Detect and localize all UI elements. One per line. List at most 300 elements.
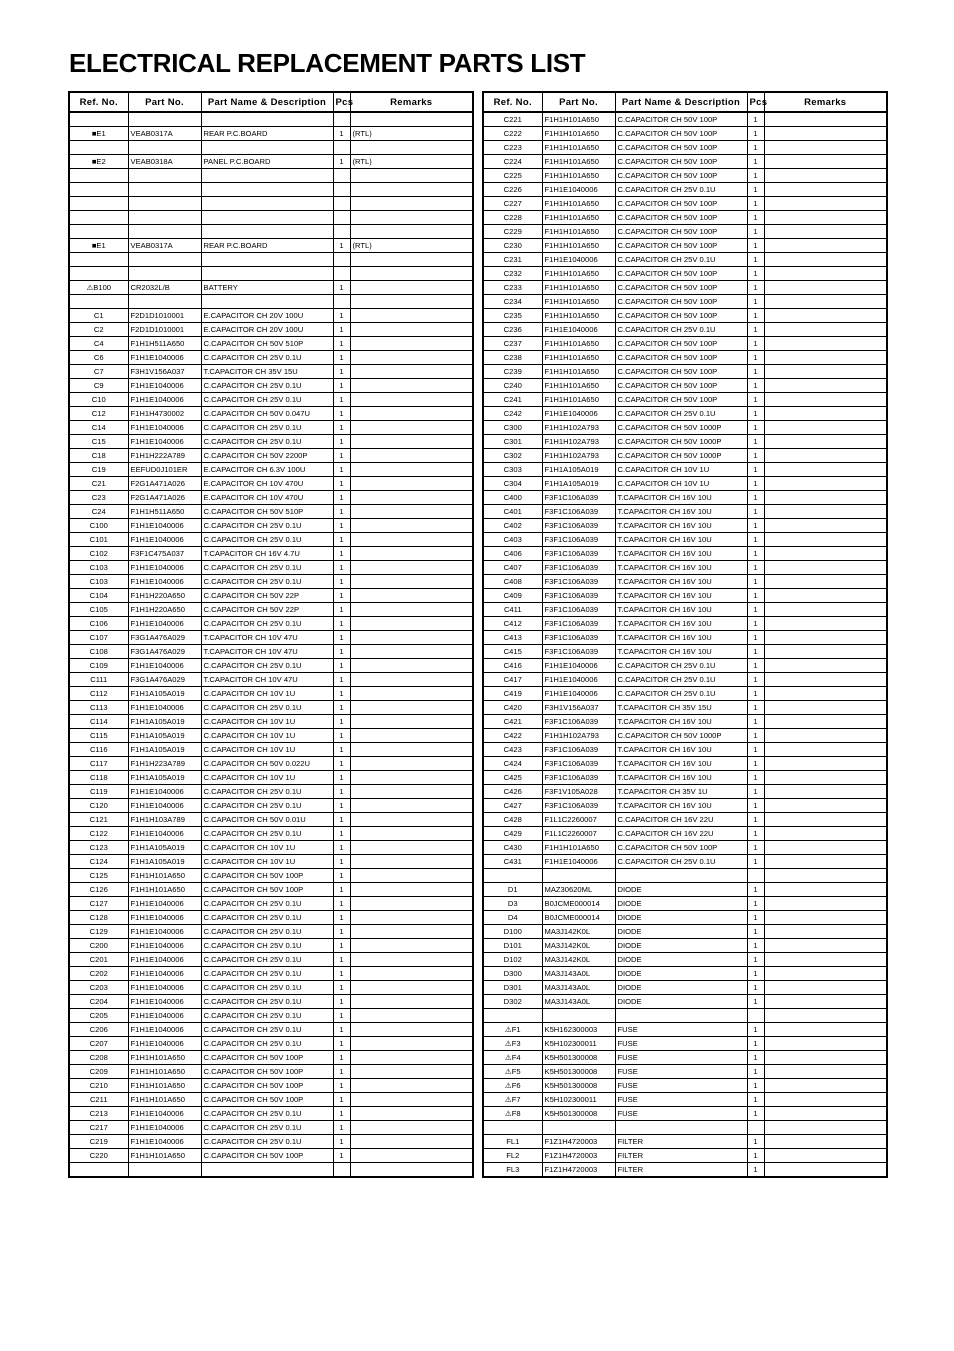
description-cell: FUSE xyxy=(615,1065,747,1079)
description-cell: C.CAPACITOR CH 50V 510P xyxy=(201,337,333,351)
description-cell: FILTER xyxy=(615,1135,747,1149)
pcs-cell: 1 xyxy=(747,939,764,953)
part-no-cell: F3G1A476A029 xyxy=(128,645,201,659)
table-row xyxy=(69,253,473,267)
ref-no-cell: C103 xyxy=(69,575,128,589)
pcs-cell: 1 xyxy=(747,197,764,211)
description-cell: T.CAPACITOR CH 16V 10U xyxy=(615,771,747,785)
remarks-cell xyxy=(764,491,887,505)
column-header-remarks: Remarks xyxy=(350,92,473,112)
pcs-cell: 1 xyxy=(747,491,764,505)
table-row xyxy=(483,309,887,323)
description-cell: T.CAPACITOR CH 16V 10U xyxy=(615,505,747,519)
ref-no-cell: ⚠F5 xyxy=(483,1065,542,1079)
ref-no-cell: C124 xyxy=(69,855,128,869)
table-row xyxy=(483,323,887,337)
table-row xyxy=(483,295,887,309)
part-no-cell: F1H1E1040006 xyxy=(542,855,615,869)
pcs-cell: 1 xyxy=(747,1037,764,1051)
ref-no-cell: C424 xyxy=(483,757,542,771)
remarks-cell xyxy=(350,141,473,155)
part-no-cell: F3F1C106A039 xyxy=(542,771,615,785)
ref-no-cell: C6 xyxy=(69,351,128,365)
part-no-cell: F2D1D1010001 xyxy=(128,309,201,323)
pcs-cell: 1 xyxy=(333,491,350,505)
ref-no-cell: C107 xyxy=(69,631,128,645)
description-cell: C.CAPACITOR CH 50V 22P xyxy=(201,603,333,617)
remarks-cell xyxy=(350,827,473,841)
ref-no-cell: C123 xyxy=(69,841,128,855)
table-row xyxy=(69,1121,473,1135)
part-no-cell: F1H1H101A650 xyxy=(542,337,615,351)
ref-no-cell: C121 xyxy=(69,813,128,827)
pcs-cell xyxy=(333,169,350,183)
remarks-cell xyxy=(764,981,887,995)
table-row xyxy=(483,757,887,771)
table-row xyxy=(483,855,887,869)
ref-no-cell: C412 xyxy=(483,617,542,631)
table-row xyxy=(483,421,887,435)
remarks-cell xyxy=(350,1107,473,1121)
table-row xyxy=(69,323,473,337)
pcs-cell xyxy=(747,1121,764,1135)
ref-no-cell: C235 xyxy=(483,309,542,323)
part-no-cell xyxy=(128,225,201,239)
pcs-cell: 1 xyxy=(333,645,350,659)
description-cell: C.CAPACITOR CH 16V 22U xyxy=(615,827,747,841)
remarks-cell xyxy=(350,309,473,323)
description-cell: T.CAPACITOR CH 16V 10U xyxy=(615,533,747,547)
remarks-cell: (RTL) xyxy=(350,239,473,253)
pcs-cell: 1 xyxy=(333,1037,350,1051)
column-header-remarks: Remarks xyxy=(764,92,887,112)
part-no-cell: F1H1H101A650 xyxy=(542,239,615,253)
ref-no-cell: C233 xyxy=(483,281,542,295)
pcs-cell: 1 xyxy=(747,575,764,589)
description-cell: DIODE xyxy=(615,911,747,925)
pcs-cell xyxy=(333,295,350,309)
pcs-cell: 1 xyxy=(333,477,350,491)
table-row xyxy=(69,309,473,323)
part-no-cell: F1H1H101A650 xyxy=(542,211,615,225)
pcs-cell: 1 xyxy=(747,155,764,169)
pcs-cell: 1 xyxy=(747,953,764,967)
part-no-cell: F3F1C106A039 xyxy=(542,603,615,617)
pcs-cell: 1 xyxy=(333,281,350,295)
ref-no-cell: C101 xyxy=(69,533,128,547)
remarks-cell xyxy=(764,771,887,785)
part-no-cell: F1H1H101A650 xyxy=(128,1093,201,1107)
part-no-cell: F1H1A105A019 xyxy=(128,771,201,785)
table-row xyxy=(483,799,887,813)
table-row xyxy=(483,659,887,673)
description-cell: E.CAPACITOR CH 20V 100U xyxy=(201,309,333,323)
part-no-cell: F1H1H4730002 xyxy=(128,407,201,421)
part-no-cell: F3F1C106A039 xyxy=(542,505,615,519)
remarks-cell xyxy=(350,855,473,869)
remarks-cell xyxy=(764,281,887,295)
part-no-cell: F1H1H220A650 xyxy=(128,603,201,617)
ref-no-cell: C116 xyxy=(69,743,128,757)
part-no-cell: F3F1C106A039 xyxy=(542,575,615,589)
description-cell: T.CAPACITOR CH 10V 47U xyxy=(201,631,333,645)
part-no-cell: MA3J143A0L xyxy=(542,981,615,995)
pcs-cell: 1 xyxy=(333,827,350,841)
remarks-cell xyxy=(350,1065,473,1079)
description-cell xyxy=(201,1163,333,1178)
pcs-cell: 1 xyxy=(333,127,350,141)
part-no-cell: F3F1C106A039 xyxy=(542,799,615,813)
part-no-cell: F1H1E1040006 xyxy=(128,393,201,407)
part-no-cell: EEFUD0J101ER xyxy=(128,463,201,477)
part-no-cell: K5H162300003 xyxy=(542,1023,615,1037)
table-row xyxy=(483,393,887,407)
description-cell: C.CAPACITOR CH 50V 100P xyxy=(615,379,747,393)
remarks-cell xyxy=(764,365,887,379)
table-row xyxy=(483,365,887,379)
ref-no-cell: C15 xyxy=(69,435,128,449)
pcs-cell: 1 xyxy=(333,1079,350,1093)
table-row xyxy=(69,813,473,827)
ref-no-cell: C420 xyxy=(483,701,542,715)
table-row xyxy=(69,463,473,477)
ref-no-cell: D300 xyxy=(483,967,542,981)
description-cell: C.CAPACITOR CH 50V 100P xyxy=(201,1079,333,1093)
table-row xyxy=(483,127,887,141)
ref-no-cell: ⚠F4 xyxy=(483,1051,542,1065)
pcs-cell: 1 xyxy=(747,855,764,869)
pcs-cell: 1 xyxy=(333,337,350,351)
part-no-cell: F1H1H222A789 xyxy=(128,449,201,463)
description-cell: C.CAPACITOR CH 10V 1U xyxy=(615,463,747,477)
part-no-cell: F1H1A105A019 xyxy=(542,463,615,477)
pcs-cell: 1 xyxy=(333,575,350,589)
remarks-cell xyxy=(764,1163,887,1178)
ref-no-cell: C206 xyxy=(69,1023,128,1037)
pcs-cell: 1 xyxy=(747,841,764,855)
table-row xyxy=(483,1009,887,1023)
description-cell: C.CAPACITOR CH 16V 22U xyxy=(615,813,747,827)
remarks-cell xyxy=(764,407,887,421)
table-row xyxy=(69,295,473,309)
table-row xyxy=(69,239,473,253)
remarks-cell xyxy=(350,757,473,771)
remarks-cell xyxy=(350,1121,473,1135)
pcs-cell: 1 xyxy=(333,925,350,939)
pcs-cell: 1 xyxy=(333,1149,350,1163)
description-cell: T.CAPACITOR CH 10V 47U xyxy=(201,673,333,687)
pcs-cell: 1 xyxy=(333,995,350,1009)
remarks-cell xyxy=(764,449,887,463)
remarks-cell xyxy=(764,211,887,225)
description-cell: C.CAPACITOR CH 10V 1U xyxy=(201,841,333,855)
description-cell: T.CAPACITOR CH 16V 10U xyxy=(615,799,747,813)
pcs-cell: 1 xyxy=(333,309,350,323)
part-no-cell: F1H1E1040006 xyxy=(128,939,201,953)
remarks-cell xyxy=(764,883,887,897)
part-no-cell: F1H1E1040006 xyxy=(128,1037,201,1051)
remarks-cell xyxy=(764,561,887,575)
description-cell: T.CAPACITOR CH 16V 10U xyxy=(615,743,747,757)
ref-no-cell: C422 xyxy=(483,729,542,743)
remarks-cell xyxy=(350,449,473,463)
ref-no-cell: C21 xyxy=(69,477,128,491)
ref-no-cell: C431 xyxy=(483,855,542,869)
table-row xyxy=(483,561,887,575)
pcs-cell: 1 xyxy=(747,911,764,925)
remarks-cell xyxy=(764,617,887,631)
description-cell xyxy=(201,169,333,183)
table-row xyxy=(483,183,887,197)
description-cell: FILTER xyxy=(615,1163,747,1178)
part-no-cell: F1H1H101A650 xyxy=(128,883,201,897)
ref-no-cell: C7 xyxy=(69,365,128,379)
table-row xyxy=(483,519,887,533)
table-row xyxy=(69,953,473,967)
ref-no-cell: C127 xyxy=(69,897,128,911)
remarks-cell xyxy=(350,112,473,127)
remarks-cell xyxy=(350,421,473,435)
pcs-cell: 1 xyxy=(747,757,764,771)
table-row xyxy=(69,855,473,869)
pcs-cell: 1 xyxy=(747,645,764,659)
description-cell: FUSE xyxy=(615,1023,747,1037)
table-row xyxy=(483,575,887,589)
remarks-cell xyxy=(350,1135,473,1149)
part-no-cell: F3H1V156A037 xyxy=(128,365,201,379)
pcs-cell: 1 xyxy=(747,547,764,561)
description-cell: C.CAPACITOR CH 25V 0.1U xyxy=(201,953,333,967)
table-row xyxy=(69,1163,473,1178)
part-no-cell: F1H1H101A650 xyxy=(542,365,615,379)
remarks-cell xyxy=(764,603,887,617)
remarks-cell xyxy=(350,1009,473,1023)
description-cell: T.CAPACITOR CH 16V 10U xyxy=(615,589,747,603)
description-cell: C.CAPACITOR CH 10V 1U xyxy=(201,687,333,701)
part-no-cell: F1H1E1040006 xyxy=(128,1135,201,1149)
description-cell: C.CAPACITOR CH 50V 100P xyxy=(615,155,747,169)
part-no-cell: F1H1E1040006 xyxy=(128,659,201,673)
ref-no-cell: C24 xyxy=(69,505,128,519)
pcs-cell: 1 xyxy=(333,953,350,967)
description-cell: C.CAPACITOR CH 25V 0.1U xyxy=(201,575,333,589)
ref-no-cell: ⚠F8 xyxy=(483,1107,542,1121)
description-cell: C.CAPACITOR CH 25V 0.1U xyxy=(201,1121,333,1135)
pcs-cell: 1 xyxy=(747,337,764,351)
ref-no-cell xyxy=(69,169,128,183)
description-cell: C.CAPACITOR CH 25V 0.1U xyxy=(201,939,333,953)
pcs-cell: 1 xyxy=(747,715,764,729)
remarks-cell xyxy=(764,995,887,1009)
table-row xyxy=(483,617,887,631)
description-cell: DIODE xyxy=(615,925,747,939)
remarks-cell xyxy=(350,225,473,239)
table-header xyxy=(69,92,473,112)
pcs-cell: 1 xyxy=(747,211,764,225)
pcs-cell: 1 xyxy=(333,771,350,785)
table-row xyxy=(69,869,473,883)
description-cell: FUSE xyxy=(615,1051,747,1065)
remarks-cell xyxy=(350,491,473,505)
description-cell: C.CAPACITOR CH 25V 0.1U xyxy=(201,1023,333,1037)
ref-no-cell: C114 xyxy=(69,715,128,729)
remarks-cell xyxy=(350,631,473,645)
description-cell xyxy=(201,197,333,211)
remarks-cell xyxy=(764,757,887,771)
table-row xyxy=(483,1037,887,1051)
part-no-cell: F1H1E1040006 xyxy=(128,897,201,911)
part-no-cell: F1H1H103A789 xyxy=(128,813,201,827)
ref-no-cell xyxy=(69,1163,128,1178)
remarks-cell xyxy=(764,841,887,855)
ref-no-cell: C111 xyxy=(69,673,128,687)
part-no-cell: F1H1H101A650 xyxy=(128,1149,201,1163)
part-no-cell: F3F1C106A039 xyxy=(542,715,615,729)
ref-no-cell: C419 xyxy=(483,687,542,701)
pcs-cell: 1 xyxy=(747,267,764,281)
pcs-cell: 1 xyxy=(747,785,764,799)
pcs-cell: 1 xyxy=(747,463,764,477)
description-cell: C.CAPACITOR CH 25V 0.1U xyxy=(615,323,747,337)
table-row xyxy=(483,1163,887,1178)
remarks-cell xyxy=(764,1093,887,1107)
part-no-cell xyxy=(128,253,201,267)
pcs-cell: 1 xyxy=(747,631,764,645)
pcs-cell: 1 xyxy=(747,1149,764,1163)
ref-no-cell: C23 xyxy=(69,491,128,505)
description-cell: DIODE xyxy=(615,897,747,911)
pcs-cell: 1 xyxy=(333,379,350,393)
part-no-cell: F1H1E1040006 xyxy=(128,1023,201,1037)
pcs-cell: 1 xyxy=(333,547,350,561)
table-row xyxy=(483,225,887,239)
remarks-cell xyxy=(350,729,473,743)
description-cell: DIODE xyxy=(615,981,747,995)
pcs-cell: 1 xyxy=(747,827,764,841)
pcs-cell: 1 xyxy=(333,589,350,603)
part-no-cell: F1H1H101A650 xyxy=(128,869,201,883)
part-no-cell: F1H1E1040006 xyxy=(128,561,201,575)
part-no-cell xyxy=(128,183,201,197)
part-no-cell: F1H1H101A650 xyxy=(542,309,615,323)
pcs-cell: 1 xyxy=(333,533,350,547)
remarks-cell xyxy=(764,169,887,183)
pcs-cell: 1 xyxy=(333,463,350,477)
pcs-cell: 1 xyxy=(333,351,350,365)
description-cell xyxy=(201,211,333,225)
description-cell: C.CAPACITOR CH 25V 0.1U xyxy=(201,897,333,911)
remarks-cell xyxy=(350,351,473,365)
remarks-cell xyxy=(764,575,887,589)
pcs-cell: 1 xyxy=(747,183,764,197)
pcs-cell: 1 xyxy=(747,393,764,407)
pcs-cell: 1 xyxy=(333,1051,350,1065)
part-no-cell: F2G1A471A026 xyxy=(128,491,201,505)
pcs-cell: 1 xyxy=(333,701,350,715)
part-no-cell: F1H1E1040006 xyxy=(128,533,201,547)
part-no-cell: F1H1H511A650 xyxy=(128,505,201,519)
ref-no-cell: FL1 xyxy=(483,1135,542,1149)
table-row xyxy=(69,141,473,155)
part-no-cell: F1H1H101A650 xyxy=(542,379,615,393)
remarks-cell xyxy=(764,925,887,939)
table-row xyxy=(483,869,887,883)
description-cell: T.CAPACITOR CH 35V 1U xyxy=(615,785,747,799)
table-row xyxy=(483,211,887,225)
table-row xyxy=(69,827,473,841)
description-cell: C.CAPACITOR CH 25V 0.1U xyxy=(615,673,747,687)
ref-no-cell: ■E1 xyxy=(69,127,128,141)
remarks-cell xyxy=(764,141,887,155)
description-cell xyxy=(615,1009,747,1023)
ref-no-cell: C203 xyxy=(69,981,128,995)
table-row xyxy=(69,897,473,911)
table-row xyxy=(69,603,473,617)
pcs-cell xyxy=(333,183,350,197)
table-row xyxy=(483,477,887,491)
ref-no-cell: C10 xyxy=(69,393,128,407)
pcs-cell xyxy=(333,211,350,225)
ref-no-cell: C221 xyxy=(483,112,542,127)
pcs-cell: 1 xyxy=(333,1135,350,1149)
ref-no-cell: C125 xyxy=(69,869,128,883)
table-row xyxy=(69,1107,473,1121)
table-row xyxy=(483,533,887,547)
part-no-cell: F1H1E1040006 xyxy=(128,379,201,393)
part-no-cell: F1H1E1040006 xyxy=(128,435,201,449)
remarks-cell xyxy=(764,1065,887,1079)
part-no-cell: F1H1E1040006 xyxy=(128,911,201,925)
description-cell: C.CAPACITOR CH 50V 100P xyxy=(615,841,747,855)
ref-no-cell: C303 xyxy=(483,463,542,477)
part-no-cell: F3F1C106A039 xyxy=(542,757,615,771)
table-row xyxy=(483,1107,887,1121)
table-row xyxy=(483,687,887,701)
remarks-cell xyxy=(350,505,473,519)
ref-no-cell xyxy=(69,267,128,281)
description-cell: REAR P.C.BOARD xyxy=(201,127,333,141)
part-no-cell: F1H1E1040006 xyxy=(542,659,615,673)
part-no-cell: K5H102300011 xyxy=(542,1093,615,1107)
ref-no-cell: C426 xyxy=(483,785,542,799)
pcs-cell: 1 xyxy=(747,519,764,533)
part-no-cell: VEAB0318A xyxy=(128,155,201,169)
remarks-cell xyxy=(350,393,473,407)
ref-no-cell: C240 xyxy=(483,379,542,393)
description-cell: C.CAPACITOR CH 25V 0.1U xyxy=(201,393,333,407)
remarks-cell xyxy=(350,1037,473,1051)
table-row xyxy=(69,687,473,701)
table-row xyxy=(483,407,887,421)
pcs-cell: 1 xyxy=(747,561,764,575)
pcs-cell: 1 xyxy=(333,421,350,435)
remarks-cell xyxy=(350,701,473,715)
pcs-cell: 1 xyxy=(333,967,350,981)
table-row xyxy=(69,267,473,281)
ref-no-cell: C204 xyxy=(69,995,128,1009)
remarks-cell xyxy=(764,1107,887,1121)
table-row xyxy=(483,813,887,827)
pcs-cell: 1 xyxy=(333,939,350,953)
part-no-cell: MAZ30620ML xyxy=(542,883,615,897)
ref-no-cell: C301 xyxy=(483,435,542,449)
ref-no-cell: C100 xyxy=(69,519,128,533)
pcs-cell: 1 xyxy=(333,561,350,575)
remarks-cell xyxy=(764,897,887,911)
part-no-cell xyxy=(128,1163,201,1178)
pcs-cell: 1 xyxy=(333,603,350,617)
ref-no-cell: C304 xyxy=(483,477,542,491)
